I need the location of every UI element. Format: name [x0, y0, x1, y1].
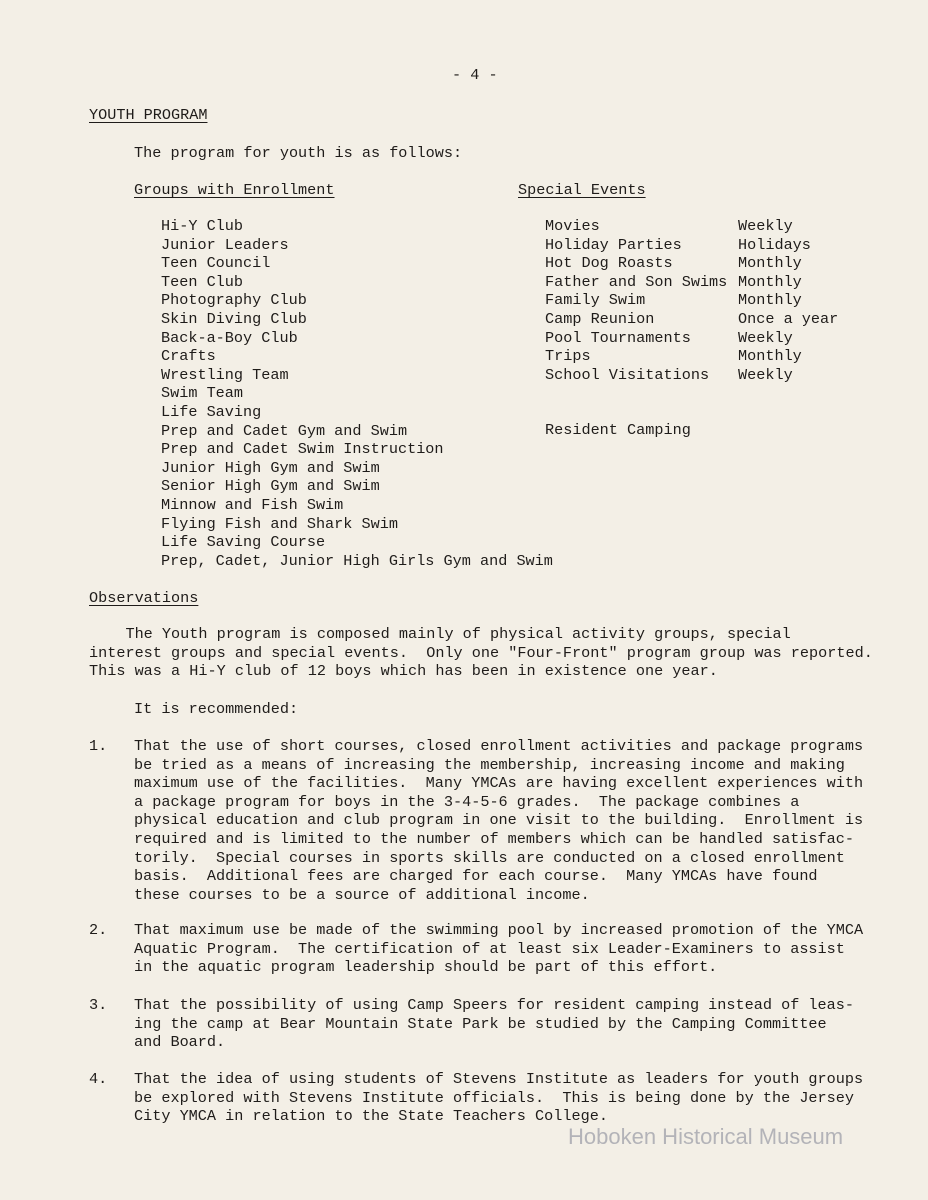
event-name: Father and Son Swims: [545, 272, 728, 291]
event-frequency: Weekly: [738, 328, 793, 347]
event-name: Trips: [545, 347, 591, 366]
group-item: Prep, Cadet, Junior High Girls Gym and Swim: [161, 551, 553, 570]
event-name: Holiday Parties: [545, 235, 682, 254]
observations-paragraph: The Youth program is composed mainly of physical activity groups, special interest groups and special events. Only one "Four-Front" program group was reported. This was a Hi-Y club of 12 boys which has been in existence one year.: [89, 625, 873, 681]
event-name: Camp Reunion: [545, 309, 655, 328]
event-name: Pool Tournaments: [545, 328, 691, 347]
events-list: [545, 217, 727, 384]
recommendation-number: 2.: [89, 921, 108, 939]
group-item: Crafts: [161, 347, 216, 366]
event-name: School Visitations: [545, 365, 710, 384]
recommendation-number: 4.: [89, 1070, 108, 1088]
group-item: Teen Council: [161, 254, 271, 273]
event-frequency: Weekly: [738, 217, 793, 235]
group-item: Hi-Y Club: [161, 217, 244, 235]
recommendation-text: That the use of short courses, closed enrollment activities and package programs be tried as a means of increasing the membership, increasing income and making maximum use of the facilities. Many YMCAs are having excellent experiences with a package program for boys in the 3-4-5-6 grades. The package combines a physical education and club program in one visit to the building. Enrollment is required and is limited to the number of members which can be handled satisfac- torily. Special courses in sports skills are conducted on a closed enrollment basis. Additional fees are charged for each course. Many YMCAs have found these courses to be a source of additional income.: [134, 737, 864, 904]
group-item: Prep and Cadet Swim Instruction: [161, 440, 444, 459]
event-frequency: Monthly: [738, 272, 802, 291]
page-number: - 4 -: [452, 66, 498, 84]
group-item: Back-a-Boy Club: [161, 328, 298, 347]
group-item: Skin Diving Club: [161, 309, 307, 328]
event-frequency: Once a year: [738, 309, 839, 328]
event-name: Movies: [545, 217, 600, 235]
recommendation-text: That the idea of using students of Stevens Institute as leaders for youth groups be explored with Stevens Institute officials. This is being done by the Jersey City YMCA in relation to the State Teachers College.: [134, 1070, 864, 1126]
group-item: Photography Club: [161, 291, 307, 310]
events-heading: Special Events: [518, 181, 646, 199]
group-item: Wrestling Team: [161, 365, 289, 384]
group-item: Swim Team: [161, 384, 244, 403]
event-frequency: Monthly: [738, 254, 802, 273]
event-frequency: Monthly: [738, 291, 802, 310]
group-item: Life Saving: [161, 402, 262, 421]
youth-program-heading: YOUTH PROGRAM: [89, 106, 208, 124]
group-item: Life Saving Course: [161, 533, 326, 552]
event-frequency: Holidays: [738, 235, 811, 254]
recommendation-text: That maximum use be made of the swimming pool by increased promotion of the YMCA Aquatic Program. The certification of at least six Leader-Examiners to assist in the aquatic program leadership should be part of this effort.: [134, 921, 864, 977]
event-name: Hot Dog Roasts: [545, 254, 673, 273]
event-frequency: Weekly: [738, 365, 793, 384]
group-item: Senior High Gym and Swim: [161, 477, 380, 496]
group-item: Junior Leaders: [161, 235, 289, 254]
museum-watermark: Hoboken Historical Museum: [568, 1124, 844, 1149]
groups-heading: Groups with Enrollment: [134, 181, 335, 199]
group-item: Prep and Cadet Gym and Swim: [161, 421, 408, 440]
group-item: Teen Club: [161, 272, 244, 291]
youth-intro: The program for youth is as follows:: [134, 144, 463, 162]
event-frequency: Monthly: [738, 347, 802, 366]
group-item: Minnow and Fish Swim: [161, 495, 344, 514]
groups-list: [161, 217, 553, 570]
resident-camping: Resident Camping: [545, 421, 691, 439]
recommendation-number: 3.: [89, 996, 108, 1014]
recommend-intro: It is recommended:: [134, 700, 299, 718]
recommendation-text: That the possibility of using Camp Speers for resident camping instead of leas- ing the camp at Bear Mountain State Park be studied by the Camping Committee and Board.: [134, 996, 855, 1052]
group-item: Flying Fish and Shark Swim: [161, 514, 398, 533]
group-item: Junior High Gym and Swim: [161, 458, 380, 477]
events-frequency-list: [738, 217, 838, 384]
recommendation-number: 1.: [89, 737, 108, 755]
observations-heading: Observations: [89, 589, 199, 607]
event-name: Family Swim: [545, 291, 646, 310]
